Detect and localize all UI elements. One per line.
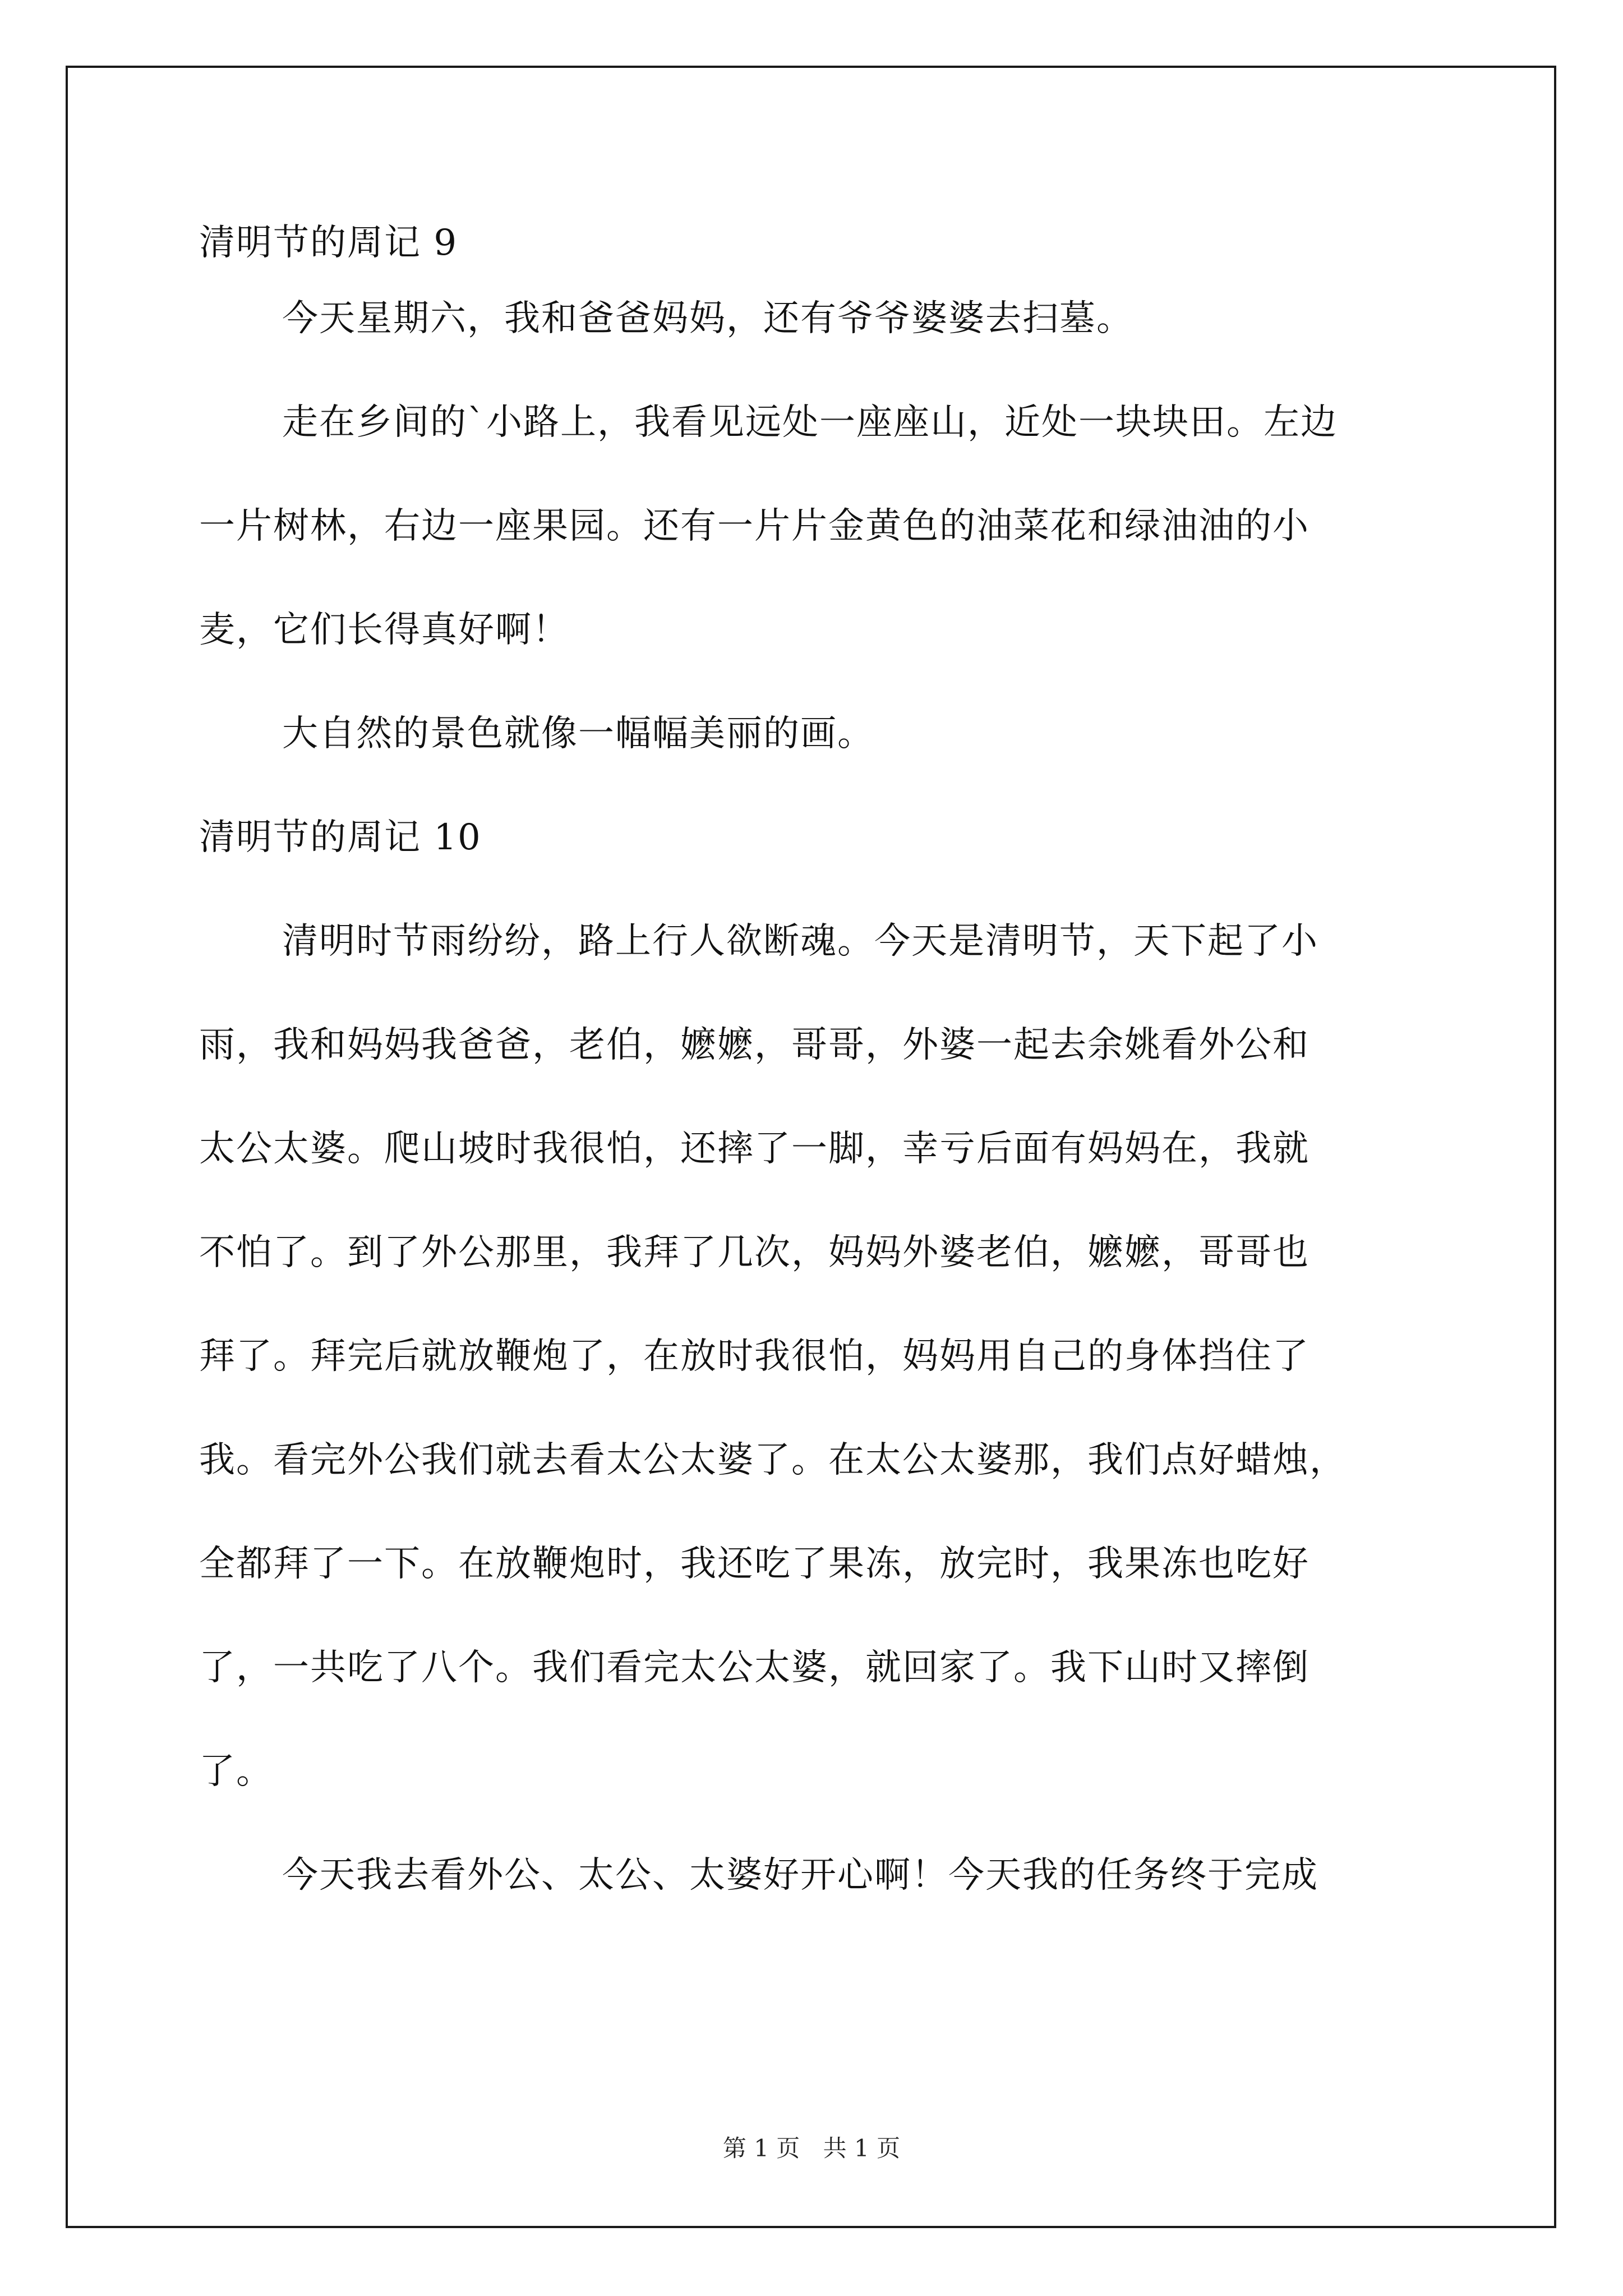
- paragraph-line: 清明时节雨纷纷，路上行人欲断魂。今天是清明节，天下起了小: [282, 921, 1318, 962]
- total-pages-label: 共 1 页: [823, 2134, 901, 2162]
- paragraph-line: 了。: [199, 1751, 273, 1792]
- section-title-10: 清明节的周记 10: [199, 817, 482, 858]
- page-footer: [0, 2132, 1623, 2165]
- paragraph-line: 麦，它们长得真好啊！: [199, 609, 569, 651]
- paragraph-line: 一片树林，右边一座果园。还有一片片金黄色的油菜花和绿油油的小: [199, 505, 1310, 547]
- current-page-label: 第 1 页: [722, 2134, 800, 2162]
- paragraph-line: 今天我去看外公、太公、太婆好开心啊！今天我的任务终于完成: [282, 1855, 1318, 1896]
- paragraph-line: 太公太婆。爬山坡时我很怕，还摔了一脚，幸亏后面有妈妈在，我就: [199, 1128, 1310, 1170]
- paragraph-line: 拜了。拜完后就放鞭炮了，在放时我很怕，妈妈用自己的身体挡住了: [199, 1336, 1310, 1377]
- paragraph-line: 今天星期六，我和爸爸妈妈，还有爷爷婆婆去扫墓。: [282, 298, 1133, 339]
- paragraph-line: 了，一共吃了八个。我们看完太公太婆，就回家了。我下山时又摔倒: [199, 1647, 1310, 1688]
- paragraph-line: 不怕了。到了外公那里，我拜了几次，妈妈外婆老伯，嬷嬷，哥哥也: [199, 1232, 1310, 1273]
- paragraph-line: 全都拜了一下。在放鞭炮时，我还吃了果冻，放完时，我果冻也吃好: [199, 1543, 1310, 1585]
- paragraph-line: 走在乡间的`小路上，我看见远处一座座山，近处一块块田。左边: [282, 402, 1338, 443]
- paragraph-line: 大自然的景色就像一幅幅美丽的画。: [282, 713, 874, 754]
- section-title-9: 清明节的周记 9: [199, 222, 458, 264]
- paragraph-line: 我。看完外公我们就去看太公太婆了。在太公太婆那，我们点好蜡烛，: [199, 1439, 1347, 1481]
- paragraph-line: 雨，我和妈妈我爸爸，老伯，嬷嬷，哥哥，外婆一起去余姚看外公和: [199, 1024, 1310, 1066]
